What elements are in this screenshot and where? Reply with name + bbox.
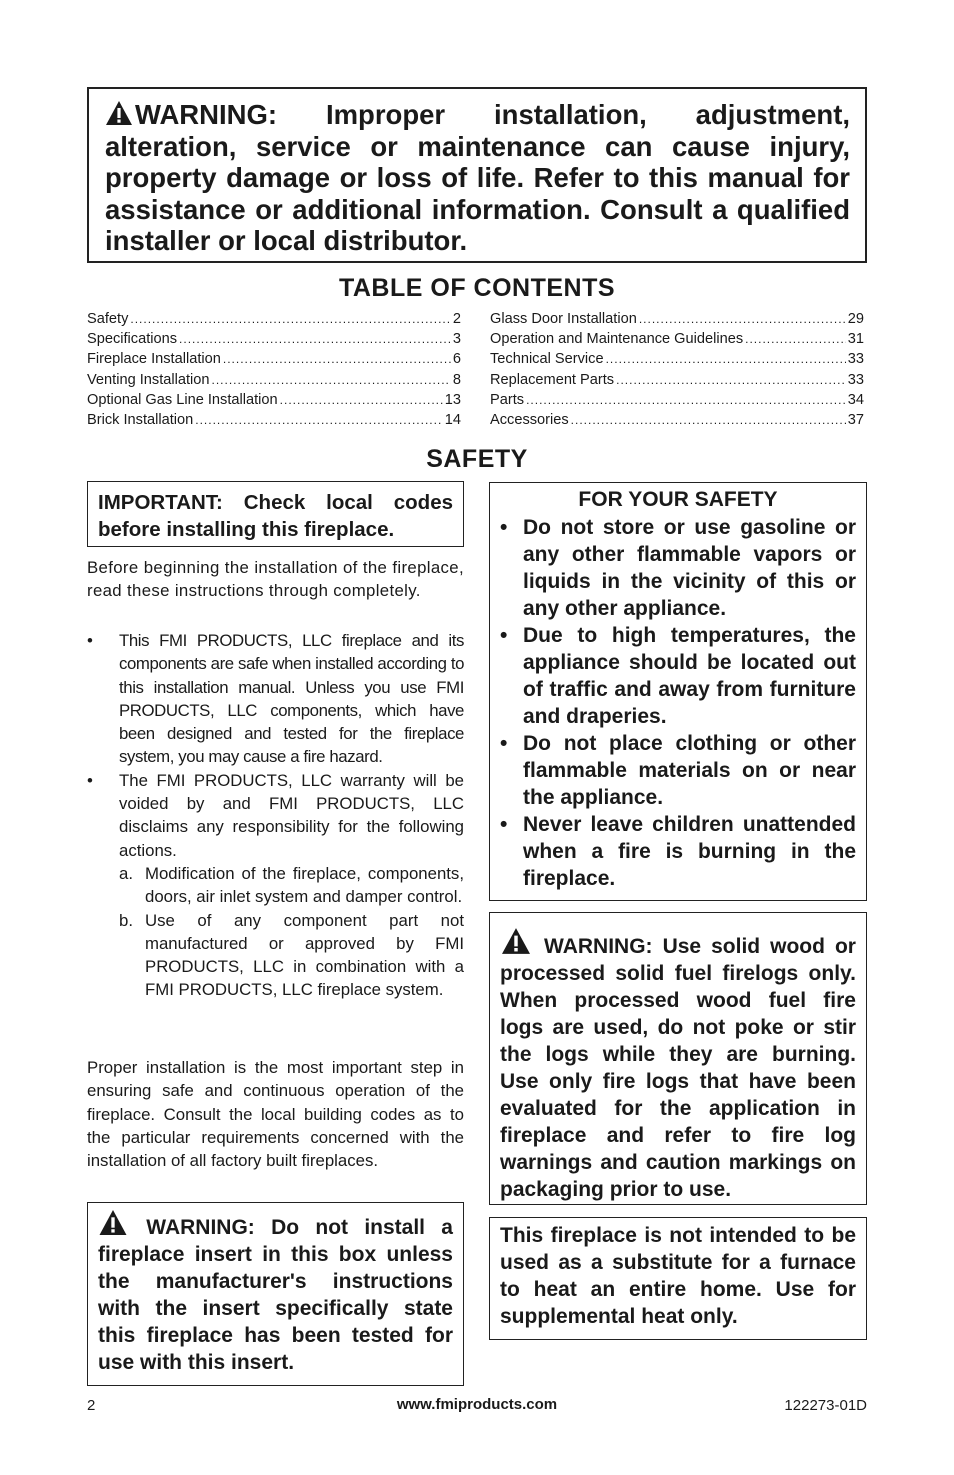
safety-bullet-list (87, 629, 464, 1002)
toc-entry[interactable]: Glass Door Installation ..... 29 (490, 309, 864, 329)
top-warning-text: Improper installation, adjustment, alteration, service or maintenance can cause injury, property damage or loss of life. Refer to this manual for assistance or additional information. Consult a qualified installer or local distributor. (105, 99, 850, 257)
fuel-warning-box (489, 912, 867, 1205)
website-link[interactable]: www.fmiproducts.com (396, 1396, 558, 1413)
toc-right-column (490, 309, 864, 430)
proper-installation-paragraph: Proper installation is the most important step in ensuring safe and continuous operation of the fireplace. Consult the local building codes as to the particular requirements concerned with the installation of all factory built fireplaces. (87, 1058, 464, 1171)
top-warning-box (87, 87, 867, 263)
toc-entry[interactable]: Fireplace Installation ..... 6 (87, 349, 461, 369)
toc-entry[interactable]: Brick Installation ..... 14 (87, 410, 461, 430)
toc-entry[interactable]: Accessories ..... 37 (490, 410, 864, 430)
toc-title: TABLE OF CONTENTS (338, 274, 616, 302)
list-item: • Do not store or use gasoline or any other flammable vapors or liquids in the vicinity of this or any other appliance. (500, 514, 856, 622)
toc-entry[interactable]: Replacement Parts ..... 33 (490, 370, 864, 390)
warning-triangle-icon (98, 1209, 128, 1236)
insert-warning-text: Do not install a fireplace insert in this box unless the manufacturer's instructions with the insert specifically state this fireplace has been tested for use with this insert. (98, 1216, 453, 1374)
toc-entry[interactable]: Operation and Maintenance Guidelines ..... 31 (490, 329, 864, 349)
warning-triangle-icon (500, 927, 532, 955)
intro-paragraph: Before beginning the installation of the fireplace, read these instructions through completely. (87, 558, 464, 601)
safety-title: SAFETY (426, 445, 528, 473)
toc-entry[interactable]: Technical Service ..... 33 (490, 349, 864, 369)
furnace-note-text: This fireplace is not intended to be used as a substitute for a furnace to heat an entire home. Use for supplemental heat only. (500, 1224, 856, 1328)
list-item: • The FMI PRODUCTS, LLC warranty will be voided by and FMI PRODUCTS, LLC disclaims any responsibility for the following actions. a. Modification of the fireplace, components, doors, air inlet system and damper control. b. Use of any component part not manufactured or approved by FMI PRODUCTS, LLC in combination with a FMI PRODUCTS, LLC fireplace system. (87, 769, 464, 1002)
toc-entry[interactable]: Specifications ..... 3 (87, 329, 461, 349)
toc-entry[interactable]: Parts ..... 34 (490, 390, 864, 410)
insert-warning-label: WARNING: (146, 1216, 255, 1239)
top-warning-label: WARNING: (135, 99, 278, 130)
for-your-safety-title: FOR YOUR SAFETY (578, 488, 778, 511)
list-item: • Never leave children unattended when a fire is burning in the fireplace. (500, 811, 856, 892)
toc-left-column (87, 309, 461, 430)
insert-warning-box (87, 1202, 464, 1386)
important-text: IMPORTANT: Check local codes before installing this fireplace. (98, 491, 453, 541)
sub-list-item: b. Use of any component part not manufactured or approved by FMI PRODUCTS, LLC in combination with a FMI PRODUCTS, LLC fireplace system. (119, 910, 464, 1000)
sub-list-item: a. Modification of the fireplace, components, doors, air inlet system and damper control. (119, 863, 464, 907)
list-item: • Due to high temperatures, the appliance should be located out of traffic and away from furniture and draperies. (500, 622, 856, 730)
fuel-warning-label: WARNING: (544, 935, 653, 958)
toc-entry[interactable]: Venting Installation ..... 8 (87, 370, 461, 390)
page-number: 2 (87, 1397, 96, 1414)
list-item: • Do not place clothing or other flammable materials on or near the appliance. (500, 730, 856, 811)
for-your-safety-box (489, 482, 867, 901)
list-item: • This FMI PRODUCTS, LLC fireplace and its components are safe when installed according to this installation manual. Unless you use FMI PRODUCTS, LLC components, which have been designed and tested for the fireplace system, you may cause a fire hazard. (87, 629, 464, 769)
warning-triangle-icon (105, 100, 133, 126)
toc-entry[interactable]: Safety ..... 2 (87, 309, 461, 329)
sub-list (119, 862, 464, 1002)
important-box (87, 481, 464, 547)
fuel-warning-text: Use solid wood or processed solid fuel firelogs only. When processed wood fuel fire logs are used, do not poke or stir the logs while they are burning. Use only fire logs that have been evaluated for the application in fireplace and refer to fire log warnings and caution markings on packaging prior to use. (500, 935, 856, 1201)
furnace-note-box (489, 1217, 867, 1340)
toc-entry[interactable]: Optional Gas Line Installation ..... 13 (87, 390, 461, 410)
document-number: 122273-01D (784, 1397, 867, 1414)
